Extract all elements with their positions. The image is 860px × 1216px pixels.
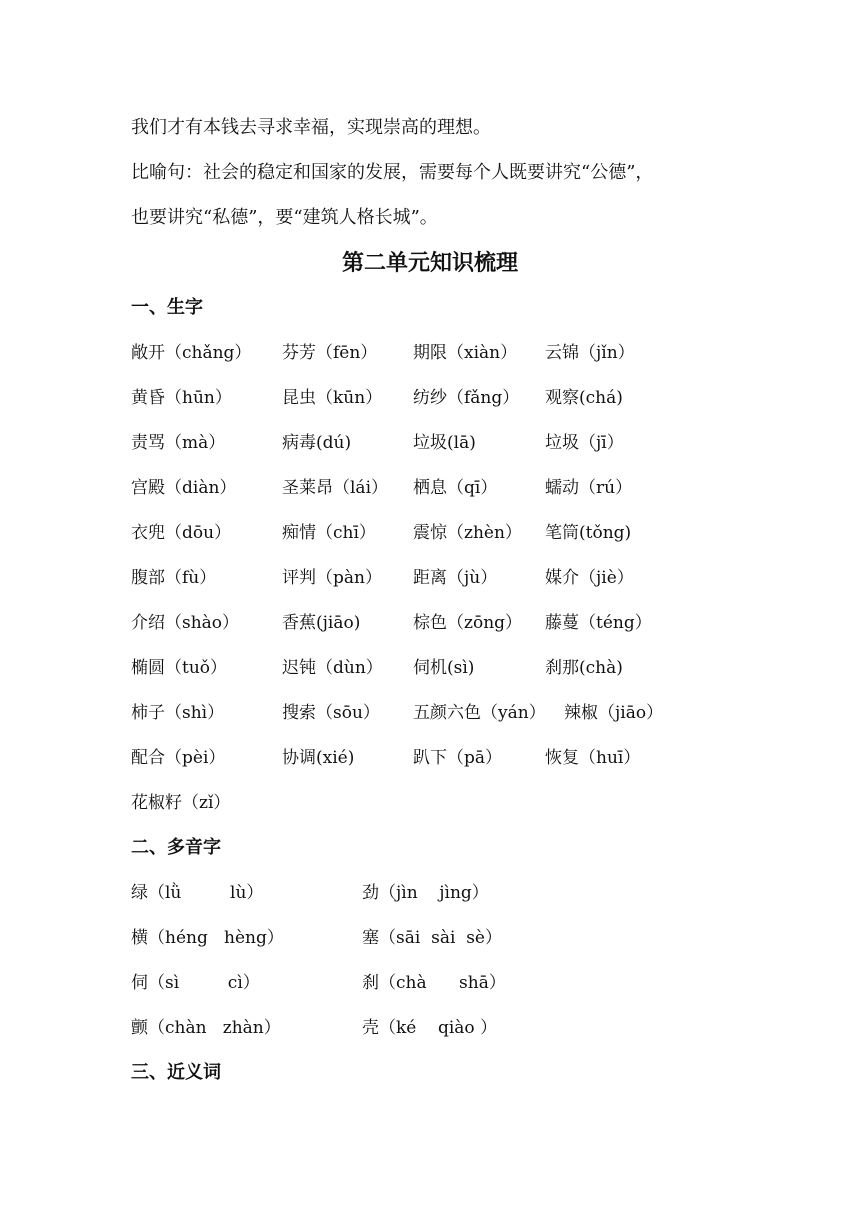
word-entry: 垃圾（jī） <box>545 433 624 453</box>
word-entry: 震惊（zhèn） <box>413 523 522 543</box>
word-entry: 观察(chá) <box>545 388 623 408</box>
word-entry: 痴情（chī） <box>282 523 376 543</box>
word-entry: 栖息（qī） <box>413 478 498 498</box>
page-title: 第二单元知识梳理 <box>341 251 518 276</box>
word-entry: 纺纱（fǎng） <box>413 388 520 408</box>
word-entry: 病毒(dú) <box>282 433 352 453</box>
word-entry: 刹那(chà) <box>545 658 623 678</box>
word-entry: 搜索（sōu） <box>282 703 380 723</box>
word-entry: 敞开（chǎng） <box>131 343 252 363</box>
section-heading-polyphones: 二、多音字 <box>131 837 221 858</box>
polyphone-entry: 颤（chàn zhàn） <box>131 1018 281 1038</box>
word-entry: 伺机(sì) <box>413 658 475 678</box>
word-entry: 配合（pèi） <box>131 748 226 768</box>
polyphone-entry: 劲（jìn jìng） <box>362 883 489 903</box>
word-entry: 昆虫（kūn） <box>282 388 383 408</box>
word-entry: 迟钝（dùn） <box>282 658 383 678</box>
word-entry: 衣兜（dōu） <box>131 523 232 543</box>
word-entry: 介绍（shào） <box>131 613 240 633</box>
word-entry: 腹部（fù） <box>131 568 217 588</box>
word-entry: 距离（jù） <box>413 568 498 588</box>
polyphone-entry: 塞（sāi sài sè） <box>362 928 502 948</box>
intro-line: 我们才有本钱去寻求幸福，实现崇高的理想。 <box>131 117 491 138</box>
polyphone-entry: 横（héng hèng） <box>131 928 284 948</box>
polyphone-entry: 壳（ké qiào ） <box>362 1018 498 1038</box>
word-entry: 笔筒(tǒng) <box>545 523 632 543</box>
word-entry: 协调(xié) <box>282 748 355 768</box>
word-entry: 趴下（pā） <box>413 748 503 768</box>
section-heading-synonyms: 三、近义词 <box>131 1062 221 1083</box>
word-entry: 云锦（jǐn） <box>545 343 635 363</box>
word-entry: 柿子（shì） <box>131 703 225 723</box>
word-entry: 香蕉(jiāo) <box>282 613 361 633</box>
word-entry: 宫殿（diàn） <box>131 478 237 498</box>
polyphone-entry: 绿（lǜ lù） <box>131 883 264 903</box>
intro-line: 比喻句：社会的稳定和国家的发展，需要每个人既要讲究“公德”， <box>131 162 654 183</box>
word-entry: 媒介（jiè） <box>545 568 634 588</box>
word-entry: 椭圆（tuǒ） <box>131 658 228 678</box>
word-entry: 芬芳（fēn） <box>282 343 378 363</box>
word-entry: 藤蔓（téng） <box>545 613 652 633</box>
section-heading-new-characters: 一、生字 <box>131 297 203 318</box>
word-entry: 圣莱昂（lái） <box>282 478 389 498</box>
word-entry: 评判（pàn） <box>282 568 382 588</box>
word-entry: 棕色（zōng） <box>413 613 523 633</box>
word-entry: 花椒籽（zǐ） <box>131 793 231 813</box>
word-entry: 蠕动（rú） <box>545 478 633 498</box>
intro-line: 也要讲究“私德”，要“建筑人格长城”。 <box>131 207 438 228</box>
word-entry: 五颜六色（yán） <box>413 703 546 723</box>
polyphone-entry: 伺（sì cì） <box>131 973 260 993</box>
word-entry: 辣椒（jiāo） <box>564 703 664 723</box>
word-entry: 责骂（mà） <box>131 433 226 453</box>
word-entry: 黄昏（hūn） <box>131 388 232 408</box>
word-entry: 期限（xiàn） <box>413 343 518 363</box>
word-entry: 恢复（huī） <box>545 748 641 768</box>
polyphone-entry: 刹（chà shā） <box>362 973 506 993</box>
word-entry: 垃圾(lā) <box>413 433 476 453</box>
